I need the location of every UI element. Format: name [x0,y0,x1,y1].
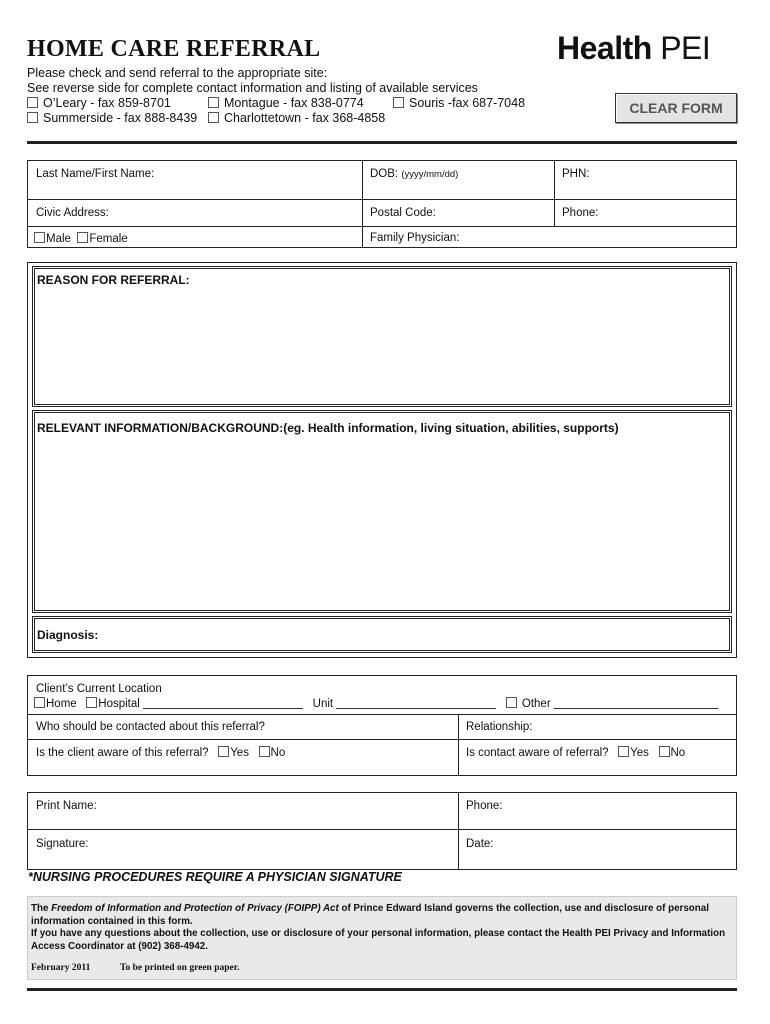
dob-hint: (yyyy/mm/dd) [401,169,459,180]
signoff-phone-field[interactable]: Phone: [466,800,503,812]
relationship-field[interactable]: Relationship: [466,721,533,733]
col-divider [554,160,555,227]
hospital-input-line[interactable] [143,697,303,709]
signature-field[interactable]: Signature: [36,838,89,850]
instruction-line-1: Please check and send referral to the appropriate site: [27,66,328,80]
checkbox-male[interactable] [34,232,45,243]
other-label: Other [521,698,551,710]
site-summerside-label: Summerside - fax 888-8439 [43,111,198,125]
print-instruction: To be printed on green paper. [120,963,240,973]
instruction-line-2: See reverse side for complete contact information and listing of available services [27,81,478,95]
checkbox-montague[interactable] [208,97,219,108]
hospital-label: Hospital [98,698,140,710]
dob-field[interactable] [370,168,458,180]
site-souris-label: Souris -fax 687-7048 [409,96,526,110]
other-input-line[interactable] [554,697,718,709]
privacy-rest: of Prince Edward Island governs the collection, use and disclosure of personal information contained in this form. [31,903,709,927]
privacy-prefix: The [31,903,52,914]
site-souris[interactable] [393,96,525,110]
site-summerside[interactable] [27,111,197,125]
contact-aware-question [466,746,685,759]
site-oleary[interactable] [27,96,171,110]
physician-signature-note: *NURSING PROCEDURES REQUIRE A PHYSICIAN SIGNATURE [28,870,402,884]
col-divider [458,792,459,870]
phone-field[interactable]: Phone: [562,207,599,219]
dob-label: DOB: [370,168,399,180]
row-divider [27,199,737,200]
logo-bold-text: Health [557,30,652,66]
site-charlottetown-label: Charlottetown - fax 368-4858 [224,111,386,125]
male-label: Male [46,233,71,245]
phn-field[interactable]: PHN: [562,168,590,180]
row-divider [27,714,737,715]
site-charlottetown[interactable] [208,111,385,125]
checkbox-contact-aware-no[interactable] [659,746,670,757]
row-divider [27,829,737,830]
privacy-statement [31,903,731,928]
reason-for-referral-box[interactable] [32,266,732,407]
current-location-label: Client’s Current Location [36,683,162,695]
client-aware-question [36,746,285,759]
checkbox-charlottetown[interactable] [208,112,219,123]
reason-label: REASON FOR REFERRAL: [37,273,190,287]
checkbox-hospital[interactable] [86,697,97,708]
client-aware-yes-label: Yes [230,747,249,759]
page-title: HOME CARE REFERRAL [27,36,321,62]
checkbox-female[interactable] [77,232,88,243]
header-divider [27,141,737,144]
checkbox-client-aware-yes[interactable] [218,746,229,757]
contact-aware-no-label: No [670,747,686,759]
checkbox-client-aware-no[interactable] [259,746,270,757]
site-oleary-label: O’Leary - fax 859-8701 [43,96,171,110]
col-divider [362,160,363,248]
contact-aware-label: Is contact aware of referral? [466,747,609,759]
print-name-field[interactable]: Print Name: [36,800,97,812]
row-divider [27,739,737,740]
checkbox-summerside[interactable] [27,112,38,123]
checkbox-souris[interactable] [393,97,404,108]
female-label: Female [89,233,128,245]
clear-form-button[interactable]: CLEAR FORM [615,93,737,123]
site-montague-label: Montague - fax 838-0774 [224,96,364,110]
foipp-act-name: Freedom of Information and Protection of Privacy (FOIPP) Act [51,903,339,914]
unit-input-line[interactable] [336,697,496,709]
privacy-notice [27,896,737,980]
home-label: Home [46,698,77,710]
gender-options [34,232,128,245]
signoff-table [27,792,737,870]
location-options [34,697,718,710]
diagnosis-box[interactable] [32,616,732,653]
name-field[interactable]: Last Name/First Name: [36,168,155,180]
postal-code-field[interactable]: Postal Code: [370,207,436,219]
contact-aware-yes-label: Yes [630,747,649,759]
form-revision-date: February 2011 [31,963,91,973]
date-field[interactable]: Date: [466,838,494,850]
footer-divider [27,988,737,991]
checkbox-oleary[interactable] [27,97,38,108]
relevant-label: RELEVANT INFORMATION/BACKGROUND:(eg. Health information, living situation, abilities, supports) [37,421,619,435]
client-aware-no-label: No [270,747,286,759]
who-to-contact-field[interactable]: Who should be contacted about this referral? [36,721,265,733]
col-divider [458,714,459,776]
diagnosis-label: Diagnosis: [37,628,99,642]
row-divider [27,226,737,227]
family-physician-field[interactable]: Family Physician: [370,232,460,244]
relevant-information-box[interactable] [32,410,732,613]
health-pei-logo [557,30,710,67]
checkbox-home[interactable] [34,697,45,708]
civic-address-field[interactable]: Civic Address: [36,207,109,219]
unit-label: Unit [312,698,334,710]
site-montague[interactable] [208,96,364,110]
client-aware-label: Is the client aware of this referral? [36,747,209,759]
logo-light-text: PEI [660,30,711,66]
checkbox-contact-aware-yes[interactable] [618,746,629,757]
checkbox-other[interactable] [506,697,517,708]
privacy-contact: If you have any questions about the collection, use or disclosure of your personal information, please contact the Health PEI Privacy and Information Access Coordinator at (902) 368-4942. [31,928,726,952]
